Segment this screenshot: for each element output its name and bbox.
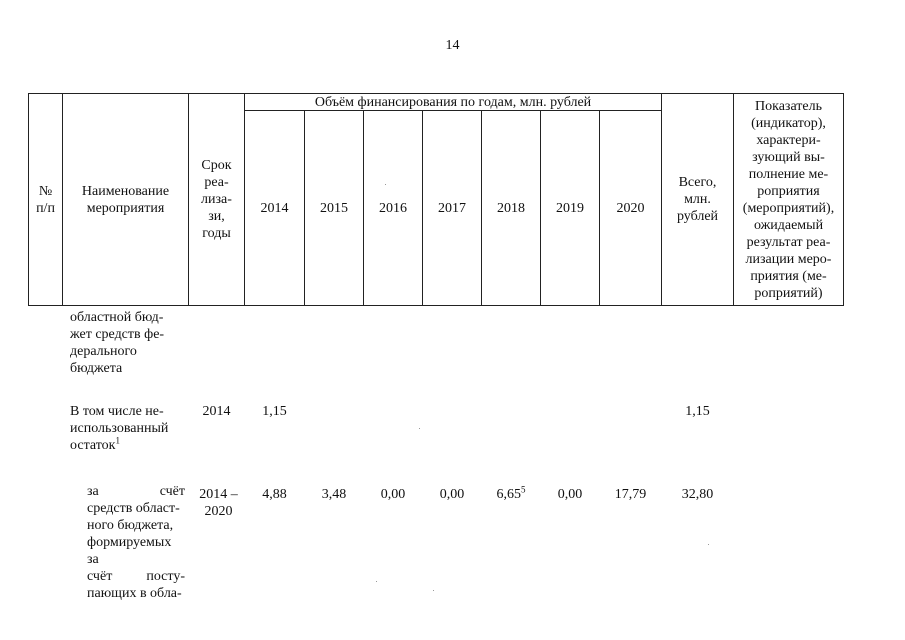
header-num: № п/п xyxy=(36,183,55,216)
value-2017: 0,00 xyxy=(439,487,465,502)
row-name: за счёт средств област- ного бюджета, формируемых за счёт посту- пающих в обла- xyxy=(87,484,185,601)
value-2016: 0,00 xyxy=(380,487,406,502)
header-year-2019: 2019 xyxy=(556,200,584,216)
header-year-2018: 2018 xyxy=(497,200,525,216)
header-indicator: Показатель (индикатор), характери- зующий вы- полнение ме- роприятия (мероприятий), ожидаемый результат реа- лизации меро- приятия (ме- роприятий) xyxy=(742,99,835,301)
footnote-ref: 5 xyxy=(521,484,526,495)
row-name: В том числе не- использованный остаток$^1$ xyxy=(70,404,169,453)
header-year-2017: 2017 xyxy=(438,200,466,216)
row-term: 2014 xyxy=(202,404,231,419)
value-2020: 17,79 xyxy=(614,487,647,502)
value-2019: 0,00 xyxy=(557,487,583,502)
scan-speck xyxy=(419,428,420,429)
scan-speck xyxy=(433,590,434,591)
header-year-2020: 2020 xyxy=(616,200,645,216)
page-number: 14 xyxy=(445,38,460,53)
value-2018: 6,65$^5$ xyxy=(496,484,526,502)
col-border-6 xyxy=(843,93,844,306)
header-total: Всего, млн. рублей xyxy=(676,175,719,224)
row-term: 2014 – 2020 xyxy=(199,487,238,519)
header-year-2015: 2015 xyxy=(320,200,348,216)
value-2014: 4,88 xyxy=(262,487,287,502)
row-total: 32,80 xyxy=(681,487,714,502)
header-term: Срок реа- лиза- зи, годы xyxy=(201,158,232,241)
header-year-2016: 2016 xyxy=(379,200,407,216)
value-2015: 3,48 xyxy=(321,487,347,502)
scan-speck xyxy=(376,581,377,582)
header-name: Наименование мероприятия xyxy=(81,183,170,216)
row-name: областной бюд- жет средств фе- дерального бюджета xyxy=(70,310,165,376)
scan-speck xyxy=(385,184,386,185)
header-year-2014: 2014 xyxy=(260,200,289,216)
value-2014: 1,15 xyxy=(262,404,287,419)
row-total: 1,15 xyxy=(685,404,710,419)
header-funding-title: Объём финансирования по годам, млн. рублей xyxy=(314,94,592,110)
header-bottom-border xyxy=(28,305,843,306)
scan-speck xyxy=(708,544,709,545)
footnote-ref: 1 xyxy=(115,435,120,446)
